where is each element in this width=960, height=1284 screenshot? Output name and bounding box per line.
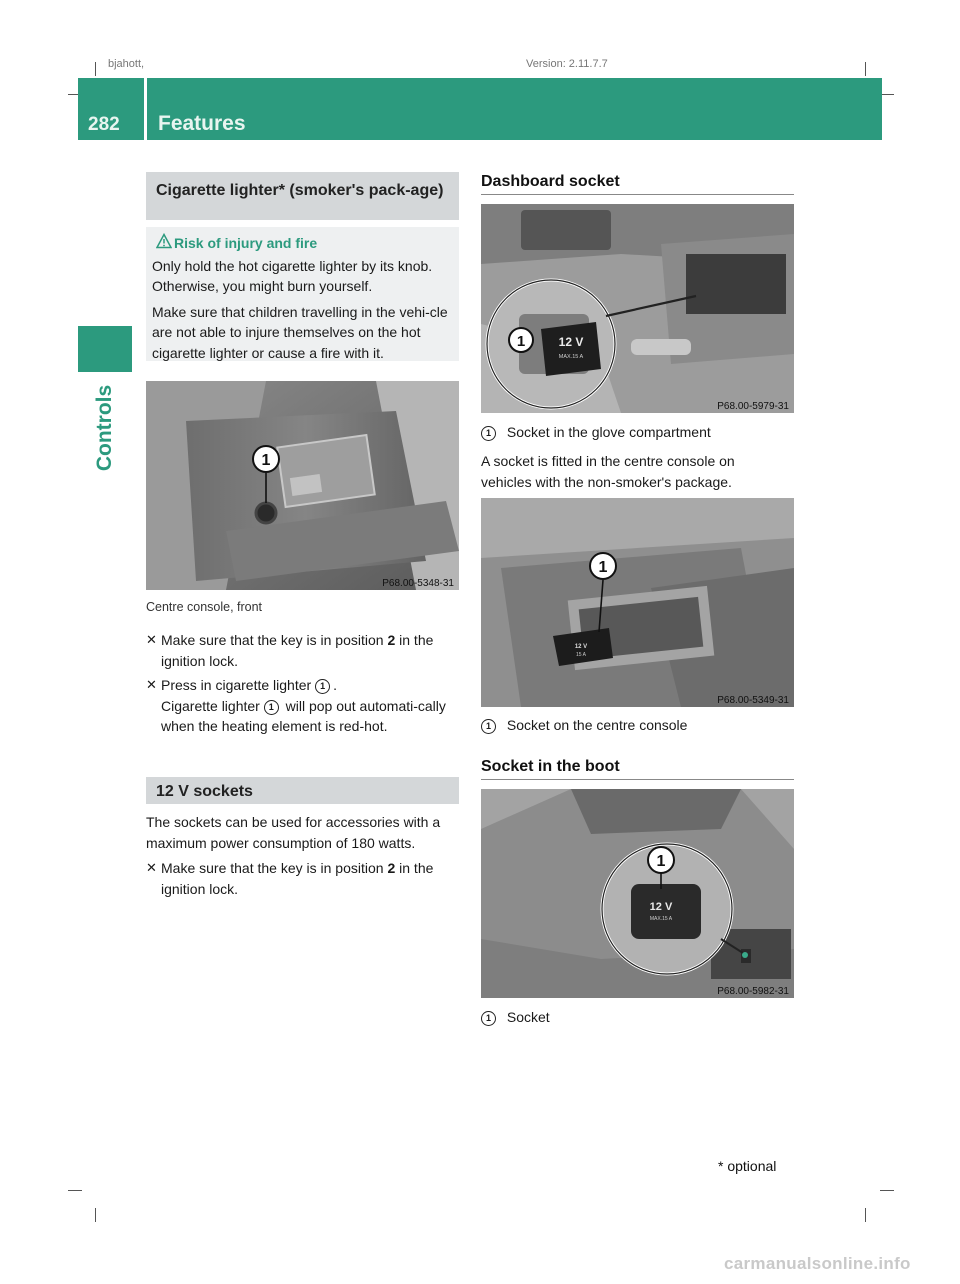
warning-box bbox=[146, 227, 459, 361]
photo1-code: P68.00-5348-31 bbox=[382, 578, 454, 589]
heading-rule bbox=[481, 779, 794, 780]
page-number: 282 bbox=[88, 114, 120, 135]
side-tab-label bbox=[78, 378, 132, 478]
heading-rule bbox=[481, 194, 794, 195]
section-heading-12v-sockets bbox=[146, 777, 459, 804]
photo-centre-console-lighter bbox=[146, 381, 459, 590]
section-heading-cigarette-lighter bbox=[146, 172, 459, 220]
callout-text: Socket on the centre console bbox=[506, 717, 688, 733]
photo3-12v-label: 12 V bbox=[574, 644, 588, 650]
footer-optional-note: * optional bbox=[718, 1158, 777, 1174]
callout-centre-console bbox=[481, 715, 687, 735]
photo4-12v-label: 12 V bbox=[649, 901, 673, 913]
callout-glove-compartment bbox=[481, 422, 711, 442]
photo4-code: P68.00-5982-31 bbox=[717, 986, 789, 997]
photo-illustration bbox=[481, 204, 794, 413]
warning-text-2: Make sure that children travelling in the vehi-cle are not able to injure themselves on the hot cigarette lighter or cause a fire with it. bbox=[152, 303, 448, 361]
callout-number-icon: 1 bbox=[315, 679, 330, 694]
step-text-bold: 2 bbox=[387, 860, 396, 876]
step-text-post: in the ignition lock. bbox=[161, 632, 434, 669]
heading-boot-socket: Socket in the boot bbox=[481, 758, 620, 775]
step-text-bold: 2 bbox=[387, 632, 396, 648]
crop-mark bbox=[865, 1208, 866, 1222]
section-heading-text: Cigarette lighter* (smoker's pack-age) bbox=[156, 182, 444, 199]
header-bar bbox=[78, 78, 882, 140]
photo4-max-label: MAX.15 A bbox=[649, 916, 673, 922]
step-detail bbox=[161, 696, 462, 737]
step-marker-icon: ✕ bbox=[146, 632, 157, 647]
photo-glove-compartment-socket bbox=[481, 204, 794, 413]
photo2-code: P68.00-5979-31 bbox=[717, 401, 789, 412]
photo-illustration bbox=[481, 498, 794, 707]
step-text bbox=[161, 630, 462, 671]
meta-right: Version: 2.11.7.7 bbox=[526, 58, 608, 70]
callout-boot-socket bbox=[481, 1007, 550, 1027]
crop-mark bbox=[880, 1190, 894, 1191]
side-tab-marker bbox=[78, 326, 132, 372]
crop-mark bbox=[865, 62, 866, 76]
callout-number-icon: 1 bbox=[264, 700, 279, 715]
step-text-pre: Press in cigarette lighter bbox=[161, 677, 316, 693]
photo-illustration bbox=[481, 789, 794, 998]
meta-left: bjahott, bbox=[108, 58, 145, 70]
step-text bbox=[161, 675, 462, 696]
side-tab-text: Controls bbox=[93, 384, 116, 472]
photo-boot-socket bbox=[481, 789, 794, 998]
header-separator bbox=[144, 78, 147, 140]
step-key-position bbox=[146, 630, 462, 671]
photo2-max-label: MAX.15 A bbox=[558, 354, 584, 360]
callout-number-icon: 1 bbox=[481, 1011, 496, 1026]
crop-mark bbox=[95, 62, 96, 76]
warning-title: Risk of injury and fire bbox=[174, 235, 318, 251]
page-title: Features bbox=[158, 112, 246, 135]
photo3-callout: 1 bbox=[598, 559, 608, 576]
step-marker-icon: ✕ bbox=[146, 677, 157, 692]
step-text-post: in the ignition lock. bbox=[161, 860, 434, 897]
callout-text: Socket bbox=[506, 1009, 550, 1025]
step-text-pre: Make sure that the key is in position bbox=[161, 860, 388, 876]
step-marker-icon: ✕ bbox=[146, 860, 157, 875]
photo3-code: P68.00-5349-31 bbox=[717, 695, 789, 706]
callout-text: Socket in the glove compartment bbox=[506, 424, 711, 440]
photo2-callout: 1 bbox=[516, 333, 526, 350]
photo1-caption: Centre console, front bbox=[146, 600, 263, 614]
centre-console-paragraph: A socket is fitted in the centre console on vehicles with the non-smoker's package. bbox=[481, 453, 735, 490]
sockets-paragraph: The sockets can be used for accessories with a maximum power consumption of 180 watts. bbox=[146, 814, 441, 851]
photo1-callout: 1 bbox=[261, 452, 271, 469]
photo2-12v-label: 12 V bbox=[558, 335, 584, 349]
step-text-pre: Make sure that the key is in position bbox=[161, 632, 388, 648]
callout-number-icon: 1 bbox=[481, 719, 496, 734]
step-detail-post: will pop out automati-cally when the heating element is red-hot. bbox=[161, 697, 446, 734]
step-detail-pre: Cigarette lighter bbox=[161, 697, 264, 714]
crop-mark bbox=[880, 94, 894, 95]
watermark: carmanualsonline.info bbox=[724, 1254, 911, 1273]
heading-dashboard-socket: Dashboard socket bbox=[481, 173, 620, 190]
photo-centre-console-socket bbox=[481, 498, 794, 707]
step-text bbox=[161, 858, 462, 899]
step-text-post: . bbox=[333, 677, 337, 693]
warning-triangle-icon bbox=[156, 233, 172, 249]
warning-text-1: Only hold the hot cigarette lighter by its knob. Otherwise, you might burn yourself. bbox=[152, 257, 433, 294]
photo4-callout: 1 bbox=[656, 853, 666, 870]
crop-mark bbox=[68, 1190, 82, 1191]
photo-illustration bbox=[146, 381, 459, 590]
step-press-lighter bbox=[146, 675, 462, 737]
crop-mark bbox=[95, 1208, 96, 1222]
step-key-position-2 bbox=[146, 858, 462, 899]
photo3-max-label: 15 A bbox=[575, 652, 587, 658]
section-heading-text: 12 V sockets bbox=[156, 783, 253, 800]
callout-number-icon: 1 bbox=[481, 426, 496, 441]
